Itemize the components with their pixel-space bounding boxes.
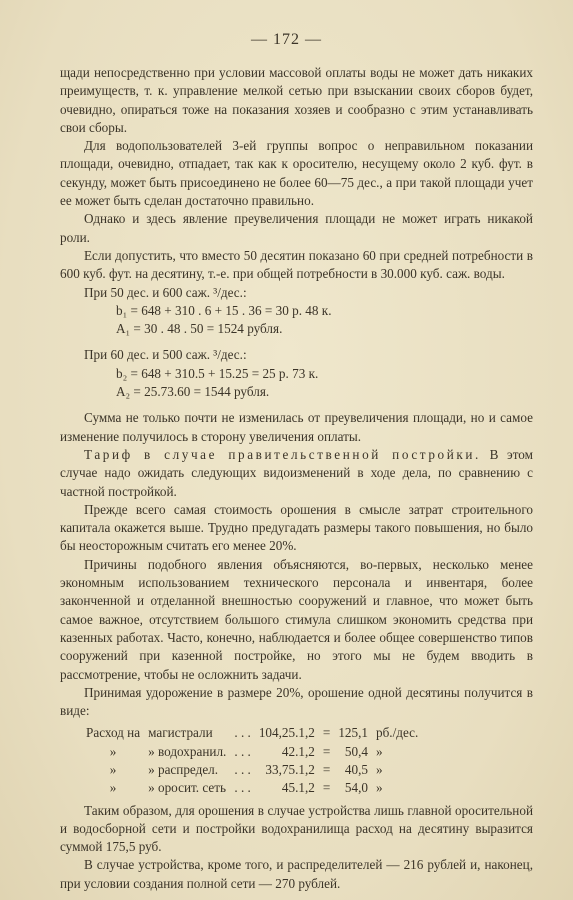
cost-eq: = [322,743,331,759]
paragraph-4: Если допустить, что вместо 50 десятин показано 60 при средней потребности в 600 куб. фут. на десятину, т.-е. при общей потребности в 30.000 куб. саж. воды. [60,247,533,282]
paragraph-8-text: В этом случае надо ожидать следующих видоизменений в ходе дела, по сравнению с частной постройкой. [60,446,533,499]
formula-b1: b₁ = 648 + 310 . 6 + 15 . 36 = 30 р. 48 к. [116,302,332,318]
paragraph-5: При 50 дес. и 600 саж. ³/дес.: [84,284,247,300]
paragraph-1: щади непосредственно при условии массовой оплаты воды не может дать никаких преимуществ, т. к. управление мелкой сетью при взыскании своих сборов будет, очевидно, опираться тоже на показания хозяев и сообразно с этим устанавливать свои сборы. [60,65,533,135]
cost-item: » оросит. сеть [148,780,227,796]
paragraph-7: Сумма не только почти не изменилась от преувеличения площади, но и самое изменение получилось в сторону увеличения оплаты. [60,410,533,444]
paragraph-8 [60,446,533,501]
table-row [82,779,422,797]
paragraph-11: Принимая удорожение в размере 20%, орошение одной десятины получится в виде: [60,684,533,719]
cost-expr: 33,75.1,2 [265,761,315,777]
paragraph-2: Для водопользователей 3-ей группы вопрос о неправильном показании площади, очевидно, отпадает, так как к оросителю, несущему около 2 куб. фут. в секунду, может быть присоединено не более 60—75 дес., а при такой площади учет ее может быть сделан достаточно правильно. [60,138,533,209]
section-heading: Тариф в случае правительственной постройки. [84,446,481,462]
table-row [82,743,422,761]
cost-item: » водохранил. [148,743,227,759]
paragraph-6: При 60 дес. и 500 саж. ³/дес.: [84,347,247,363]
cost-dots: . . . [234,743,251,759]
cost-dots: . . . [234,761,251,777]
paragraph-3: Однако и здесь явление преувеличения площади не может играть никакой роли. [60,211,533,245]
cost-item: магистрали [148,725,213,741]
cost-dots: . . . [234,725,251,741]
formula-a1: A₁ = 30 . 48 . 50 = 1524 рубля. [116,321,283,337]
cost-eq: = [322,780,331,796]
cost-item: » распредел. [148,761,219,777]
paragraph-9: Прежде всего самая стоимость орошения в смысле затрат строительного капитала окажется выше. Трудно предугадать размеры такого повышения, но было бы неосторожным считать его менее 20%. [60,501,533,554]
cost-label: » [109,743,117,759]
body-text [60,64,533,893]
cost-result: 50,4 [344,743,368,759]
cost-label: » [109,761,117,777]
table-row [82,724,422,742]
cost-expr: 42.1,2 [281,743,315,759]
cost-eq: = [322,761,331,777]
cost-result: 125,1 [338,725,368,741]
cost-unit: рб./дес. [375,725,419,741]
cost-expr: 104,25.1,2 [258,725,315,741]
paragraph-10: Причины подобного явления объясняются, во-первых, несколько менее экономным использованием технического персонала и инвентаря, более законченной и отделанной внешностью сооружений и главное, что может быть самое важное, отсутствием большого стимула слишком экономить средства при казенных работах. Часто, конечно, наблюдается и более общее совершенство типов сооружений при казенной постройке, но этого мы не будем вводить в рассмотрение, чтобы не осложнить задачи. [60,556,533,682]
cost-unit: » [375,743,383,759]
cost-unit: » [375,761,383,777]
cost-dots: . . . [234,780,251,796]
formula-a2: A₂ = 25.73.60 = 1544 рубля. [116,384,270,400]
cost-result: 54,0 [344,780,368,796]
cost-label: » [109,780,117,796]
page-number: — 172 — [251,31,322,48]
paragraph-12: Таким образом, для орошения в случае устройства лишь главной оросительной и водосборной сети и постройки водохранилища расход на десятину выразится суммой 175,5 руб. [60,802,533,855]
formula-b2: b₂ = 648 + 310.5 + 15.25 = 25 р. 73 к. [116,365,319,381]
cost-table [82,724,422,797]
cost-eq: = [322,725,331,741]
table-row [82,761,422,779]
cost-result: 40,5 [344,761,368,777]
cost-expr: 45.1,2 [281,780,315,796]
cost-label: Расход на [86,725,141,741]
cost-unit: » [375,780,383,796]
paragraph-13: В случае устройства, кроме того, и распределителей — 216 рублей и, наконец, при условии создания полной сети — 270 рублей. [60,857,533,891]
